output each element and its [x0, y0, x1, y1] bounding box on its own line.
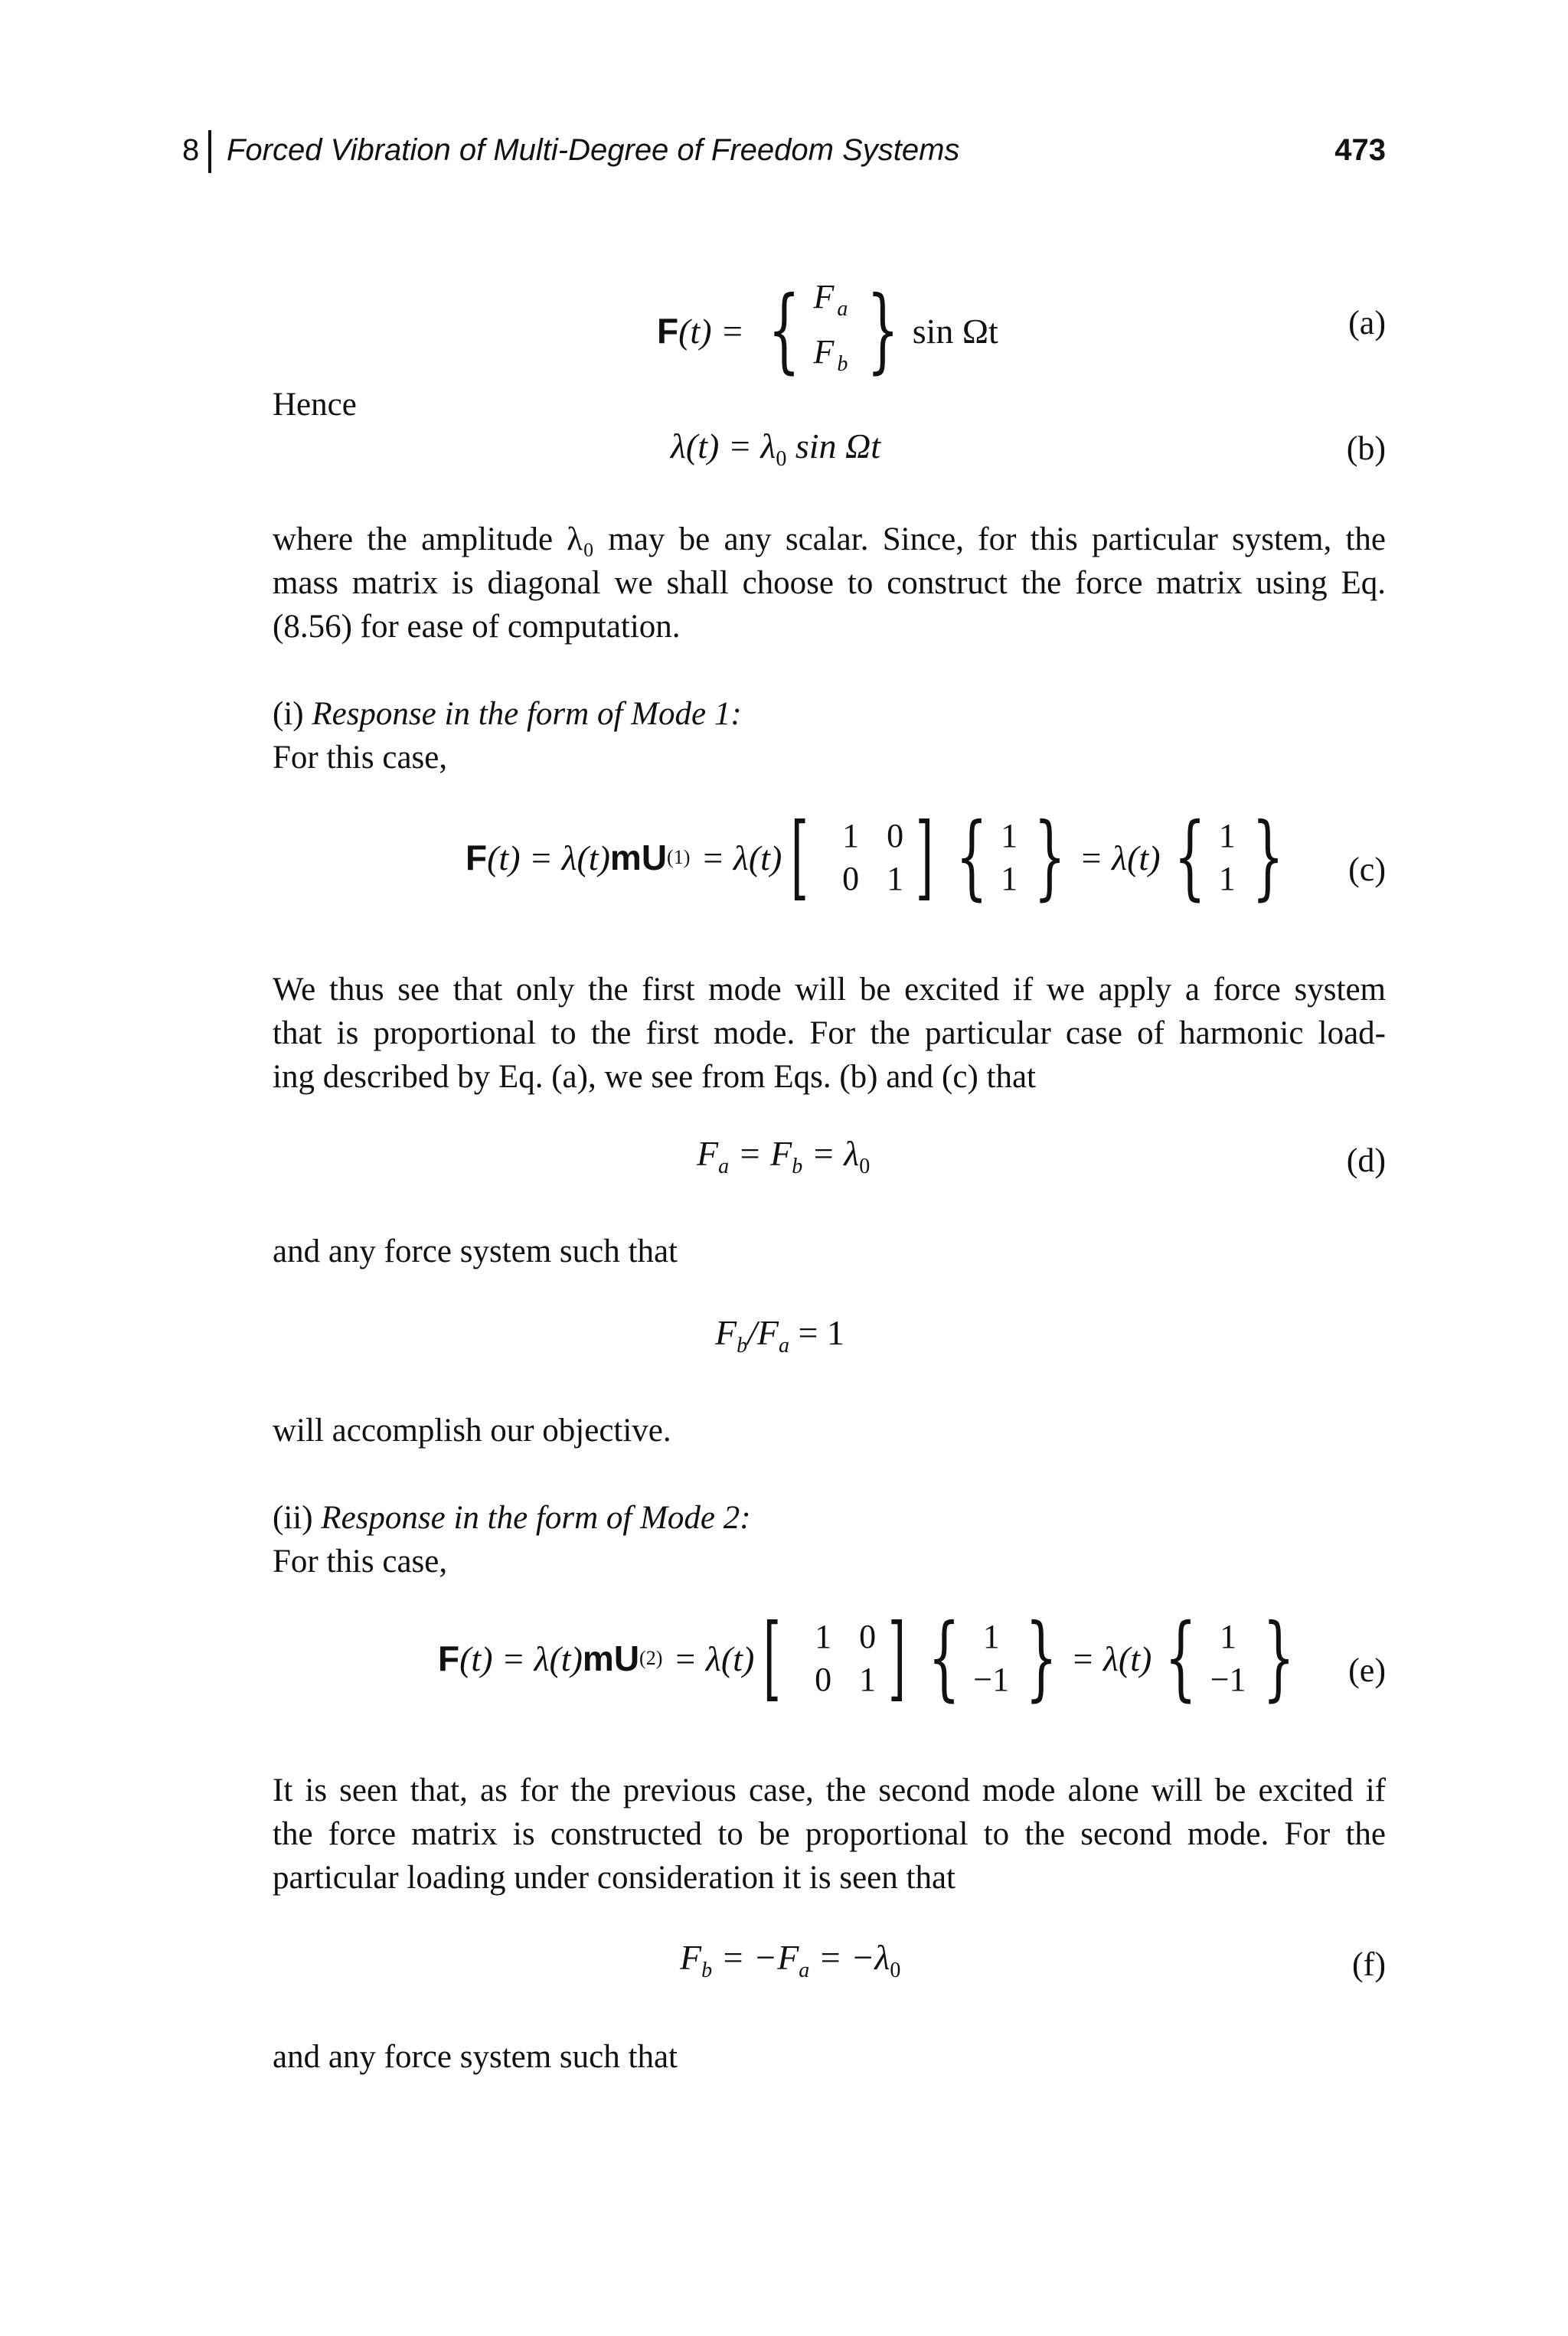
equation-f: $F_b = -F_a = -\lambda_0$: [680, 1938, 901, 1982]
equation-c: F (t) = λ(t) mU (1) = λ(t) [ 1 0 0 1 ] { 1 1 } = λ(t) { 1 1 }: [466, 804, 1285, 910]
header-divider: [208, 130, 211, 173]
paragraph-1: where the amplitude λ₀ may be any scalar. Since, for this particular system, the mass matrix is diagonal we shall choose to construct the force matrix using Eq. (8.56) for ease of computation.: [273, 521, 1386, 645]
equation-ratio-1: $F_b/F_a = 1$: [715, 1313, 844, 1357]
equation-d: $F_a = F_b = \lambda_0$: [697, 1134, 871, 1178]
force-vector: F $_a$ F $_b$: [813, 278, 848, 376]
mode-vector-2: 1 −1: [973, 1618, 1010, 1698]
mass-matrix-2: 1 0 0 1: [815, 1618, 877, 1698]
equation-e: F (t) = λ(t) mU (2) = λ(t) [ 1 0 0 1 ] { 1 −1 } = λ(t) { 1 −1 }: [438, 1605, 1295, 1711]
paragraph-3: It is seen that, as for the previous case, the second mode alone will be excited if the force matrix is constructed to be proportional to the second mode. For the particular loading under consideration it is seen that: [273, 1772, 1386, 1896]
left-brace: {: [768, 277, 801, 384]
mass-matrix-1: 1 0 0 1: [842, 817, 904, 897]
result-vector-2: 1 −1: [1210, 1618, 1246, 1698]
eq-tag-c: (c): [1348, 851, 1386, 888]
case-1-heading: (i) Response in the form of Mode 1:: [273, 696, 742, 732]
hence-label: Hence: [273, 387, 357, 423]
chapter-number: 8: [182, 133, 200, 167]
eq-tag-f: (f): [1352, 1946, 1386, 1983]
eq-tag-e: (e): [1348, 1652, 1386, 1689]
right-brace: }: [867, 277, 900, 384]
accomplish-line: will accomplish our objective.: [273, 1413, 671, 1449]
case-2-intro: For this case,: [273, 1544, 448, 1580]
equation-b: $\lambda(t) = \lambda_0$ sin Ωt: [671, 426, 881, 471]
equation-a: F (t) = { F $_a$ F $_b$ } sin Ωt: [657, 276, 998, 386]
chapter-title: Forced Vibration of Multi-Degree of Freedom Systems: [227, 133, 960, 167]
paragraph-2: We thus see that only the first mode will be excited if we apply a force system that is proportional to the first mode. For the particular case of harmonic load- ing described by Eq. (a), we see from Eqs. (b) and (c) that: [273, 972, 1386, 1095]
and-any-force-2: and any force system such that: [273, 2039, 678, 2075]
case-1-intro: For this case,: [273, 740, 448, 776]
page-number: 473: [1334, 133, 1386, 167]
eq-tag-a: (a): [1348, 304, 1386, 341]
mode-vector-1: 1 1: [1001, 817, 1018, 897]
eq-tag-b: (b): [1346, 430, 1386, 467]
and-any-force-1: and any force system such that: [273, 1233, 678, 1269]
case-2-heading: (ii) Response in the form of Mode 2:: [273, 1500, 751, 1536]
result-vector-1: 1 1: [1218, 817, 1236, 897]
running-header: [182, 130, 1386, 176]
eq-tag-d: (d): [1346, 1142, 1386, 1179]
